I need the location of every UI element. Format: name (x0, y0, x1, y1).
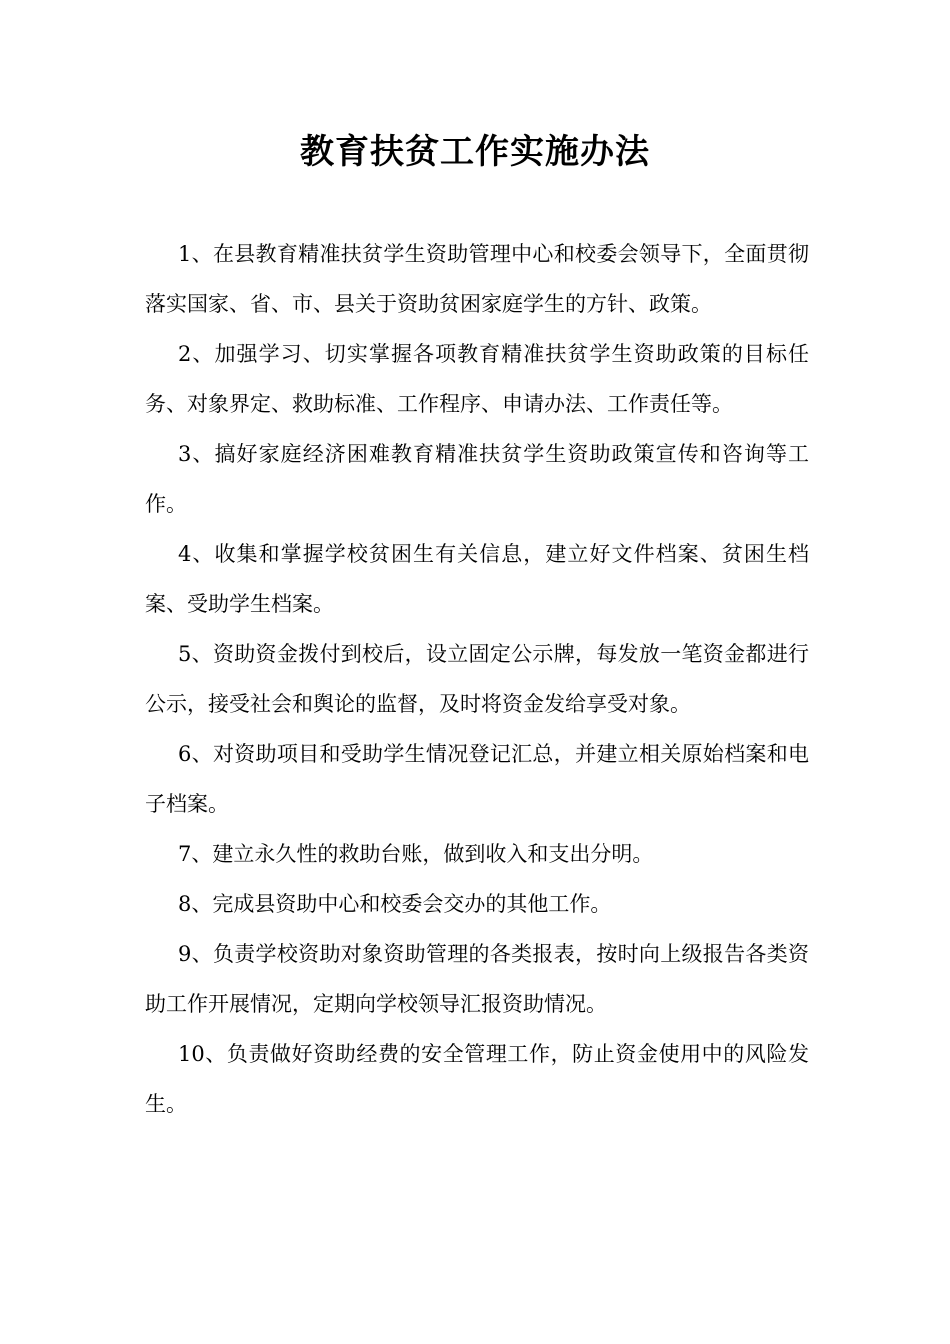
document-body (145, 229, 809, 1129)
paragraph-3: 3、搞好家庭经济困难教育精准扶贫学生资助政策宣传和咨询等工作。 (145, 442, 809, 516)
paragraph-1: 1、在县教育精准扶贫学生资助管理中心和校委会领导下，全面贯彻落实国家、省、市、县关于资助贫困家庭学生的方针、政策。 (145, 242, 809, 316)
paragraph-6: 6、对资助项目和受助学生情况登记汇总，并建立相关原始档案和电子档案。 (145, 742, 809, 816)
paragraph-7: 7、建立永久性的救助台账，做到收入和支出分明。 (178, 842, 654, 866)
paragraph-8: 8、完成县资助中心和校委会交办的其他工作。 (178, 892, 612, 916)
document-title: 教育扶贫工作实施办法 (300, 132, 650, 172)
paragraph-2: 2、加强学习、切实掌握各项教育精准扶贫学生资助政策的目标任务、对象界定、救助标准、工作程序、申请办法、工作责任等。 (145, 342, 809, 416)
paragraph-9: 9、负责学校资助对象资助管理的各类报表，按时向上级报告各类资助工作开展情况，定期向学校领导汇报资助情况。 (145, 942, 809, 1016)
paragraph-10: 10、负责做好资助经费的安全管理工作，防止资金使用中的风险发生。 (145, 1042, 809, 1116)
paragraph-5: 5、资助资金拨付到校后，设立固定公示牌，每发放一笔资金都进行公示，接受社会和舆论的监督，及时将资金发给享受对象。 (145, 642, 809, 716)
paragraph-4: 4、收集和掌握学校贫困生有关信息，建立好文件档案、贫困生档案、受助学生档案。 (145, 542, 809, 616)
